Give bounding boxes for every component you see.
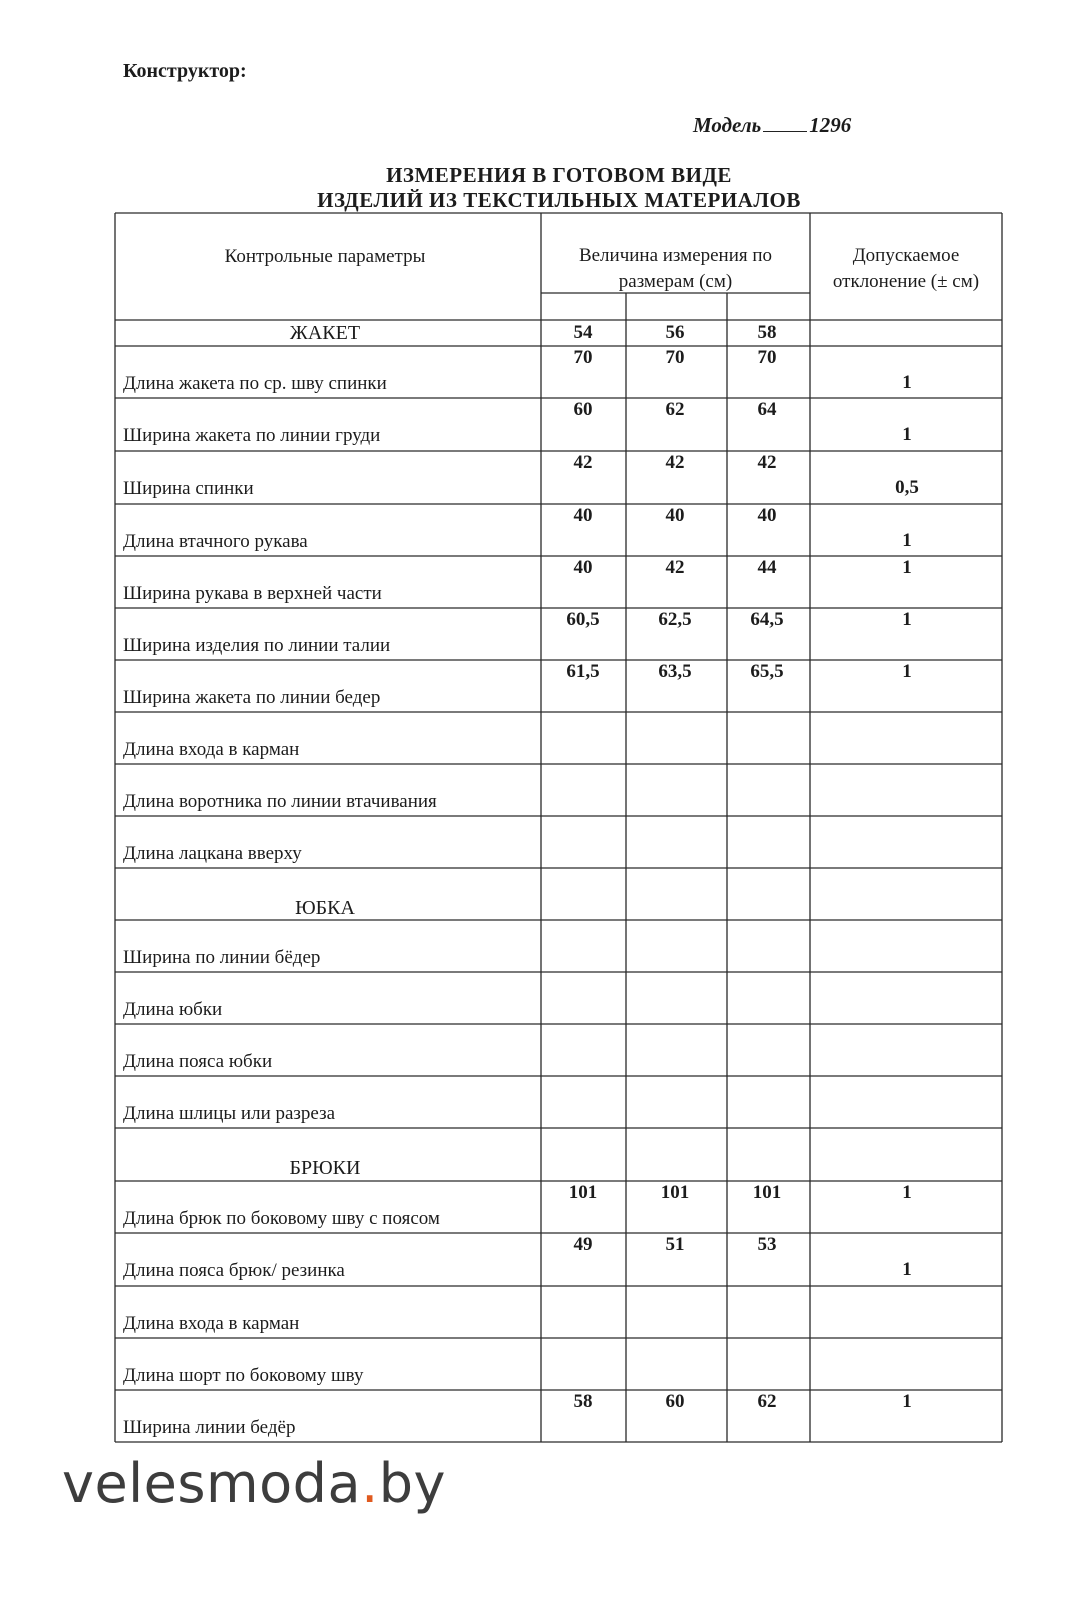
row-label: Длина брюк по боковому шву с поясом [123, 1208, 440, 1229]
row-tolerance: 1 [902, 424, 912, 445]
row-value-size-56: 42 [665, 452, 685, 473]
header-tolerance-line1: Допускаемое [852, 245, 960, 266]
row-value-size-58: 70 [757, 347, 777, 368]
row-tolerance: 0,5 [895, 477, 919, 498]
row-value-size-56: 101 [660, 1182, 690, 1203]
row-value-size-54: 40 [573, 505, 593, 526]
size-56: 56 [665, 322, 685, 343]
row-tolerance: 1 [902, 372, 912, 393]
row-value-size-54: 49 [573, 1234, 593, 1255]
row-value-size-56: 63,5 [658, 661, 692, 682]
row-value-size-56: 70 [665, 347, 685, 368]
row-value-size-58: 40 [757, 505, 777, 526]
row-value-size-58: 64,5 [750, 609, 784, 630]
row-tolerance: 1 [902, 1391, 912, 1412]
row-value-size-58: 65,5 [750, 661, 784, 682]
row-label: Ширина спинки [123, 478, 254, 499]
row-label: Ширина жакета по линии груди [123, 425, 381, 446]
row-value-size-54: 61,5 [566, 661, 600, 682]
title-line-1: ИЗМЕРЕНИЯ В ГОТОВОМ ВИДЕ [386, 163, 732, 187]
row-label: Длина лацкана вверху [123, 843, 302, 864]
row-value-size-56: 40 [665, 505, 685, 526]
row-label: Ширина рукава в верхней части [123, 583, 382, 604]
row-value-size-56: 60 [665, 1391, 685, 1412]
row-value-size-58: 64 [757, 399, 777, 420]
size-54: 54 [573, 322, 593, 343]
header-params: Контрольные параметры [224, 246, 426, 267]
header-values-line1: Величина измерения по [578, 245, 773, 266]
row-value-size-56: 51 [665, 1234, 685, 1255]
watermark-part1: velesmoda [62, 1452, 362, 1515]
row-tolerance: 1 [902, 1259, 912, 1280]
row-label: Длина втачного рукава [123, 531, 308, 552]
constructor-label: Конструктор: [123, 60, 247, 82]
section-trousers: БРЮКИ [289, 1157, 361, 1179]
row-value-size-58: 42 [757, 452, 777, 473]
row-value-size-54: 60 [573, 399, 593, 420]
model-number: 1296 [809, 113, 852, 137]
row-label: Ширина по линии бёдер [123, 947, 321, 968]
row-value-size-54: 101 [568, 1182, 598, 1203]
row-tolerance: 1 [902, 530, 912, 551]
row-value-size-58: 44 [757, 557, 777, 578]
row-tolerance: 1 [902, 609, 912, 630]
row-label: Длина жакета по ср. шву спинки [123, 373, 387, 394]
row-tolerance: 1 [902, 661, 912, 682]
row-label: Длина шорт по боковому шву [123, 1365, 364, 1386]
row-label: Длина шлицы или разреза [123, 1103, 336, 1124]
row-label: Ширина изделия по линии талии [123, 635, 391, 656]
row-label: Длина входа в карман [123, 1313, 300, 1334]
header-values-line2: размерам (см) [618, 271, 733, 292]
section-jacket: ЖАКЕТ [289, 322, 361, 344]
row-value-size-54: 40 [573, 557, 593, 578]
row-value-size-56: 42 [665, 557, 685, 578]
row-label: Длина входа в карман [123, 739, 300, 760]
row-value-size-56: 62 [665, 399, 685, 420]
row-label: Ширина линии бедёр [123, 1417, 296, 1438]
size-58: 58 [757, 322, 777, 343]
row-value-size-54: 70 [573, 347, 593, 368]
row-value-size-54: 58 [573, 1391, 593, 1412]
watermark-part2: by [378, 1452, 446, 1515]
header-tolerance-line2: отклонение (± см) [832, 271, 980, 292]
row-value-size-54: 60,5 [566, 609, 600, 630]
section-skirt: ЮБКА [295, 897, 355, 919]
watermark [62, 1452, 446, 1515]
row-value-size-54: 42 [573, 452, 593, 473]
row-label: Ширина жакета по линии бедер [123, 687, 381, 708]
row-tolerance: 1 [902, 557, 912, 578]
row-value-size-58: 53 [757, 1234, 777, 1255]
row-tolerance: 1 [902, 1182, 912, 1203]
row-value-size-58: 101 [752, 1182, 782, 1203]
watermark-dot: . [361, 1452, 379, 1515]
row-label: Длина пояса брюк/ резинка [123, 1260, 345, 1281]
row-label: Длина воротника по линии втачивания [123, 791, 437, 812]
row-label: Длина пояса юбки [123, 1051, 273, 1072]
model-word: Модель [693, 113, 762, 137]
title-line-2: ИЗДЕЛИЙ ИЗ ТЕКСТИЛЬНЫХ МАТЕРИАЛОВ [317, 188, 801, 212]
row-value-size-56: 62,5 [658, 609, 692, 630]
row-label: Длина юбки [123, 999, 223, 1020]
row-value-size-58: 62 [757, 1391, 777, 1412]
